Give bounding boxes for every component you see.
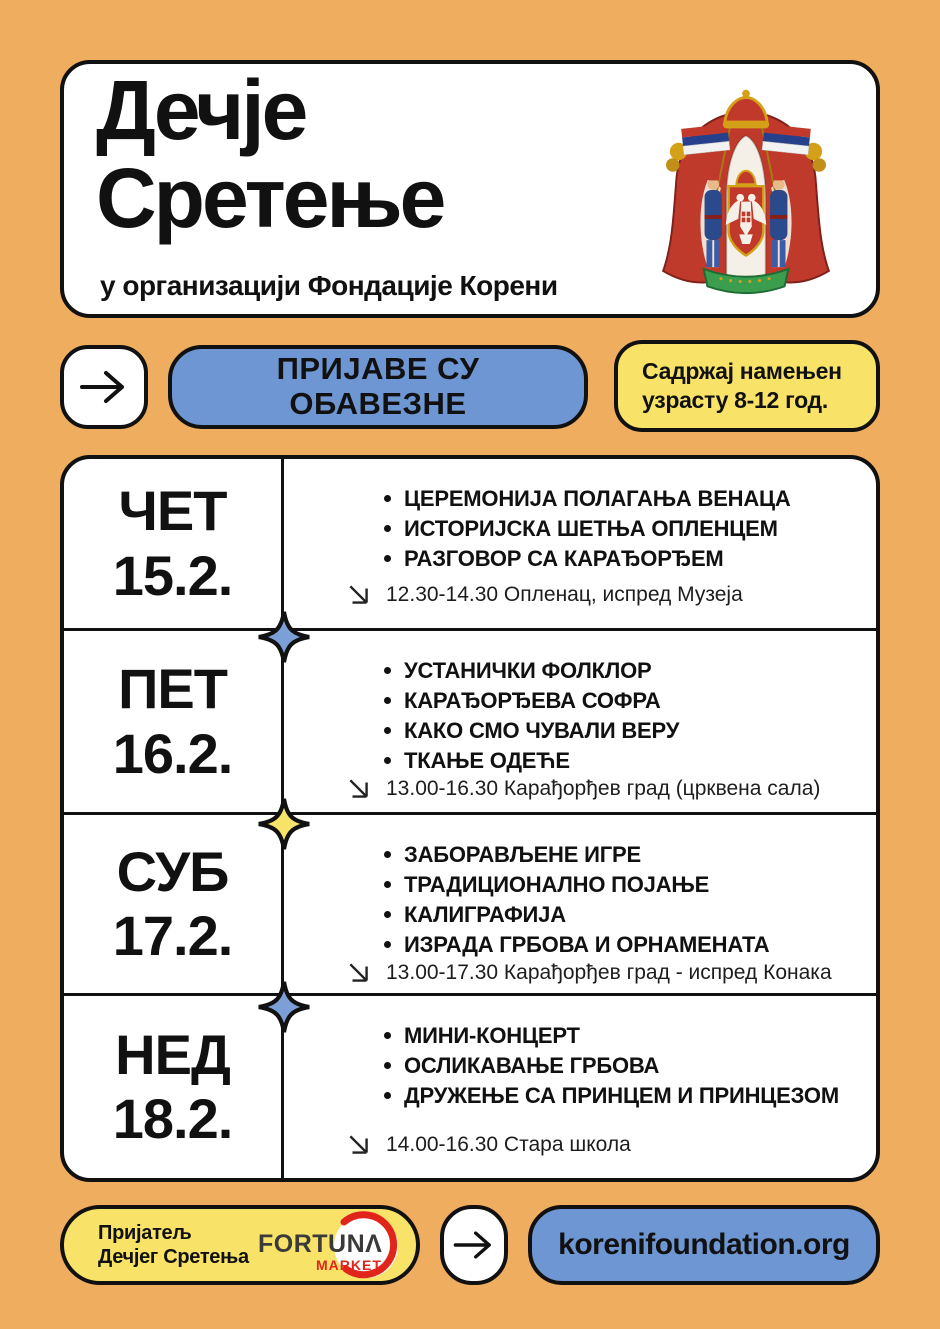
time-location-text: 14.00-16.30 Стара школа bbox=[386, 1133, 631, 1156]
header-card bbox=[60, 60, 880, 318]
schedule-row-saturday bbox=[64, 815, 876, 996]
day-date: 16.2. bbox=[112, 721, 233, 785]
fortuna-market-label: MARKET bbox=[316, 1257, 382, 1273]
website-url: korenifoundation.org bbox=[558, 1228, 850, 1261]
sponsor-line2: Дечјег Сретења bbox=[98, 1246, 249, 1268]
time-location-text: 13.00-17.30 Карађорђев град - испред Конака bbox=[386, 961, 832, 985]
time-location-line bbox=[346, 1132, 858, 1158]
age-line1: Садржај намењен bbox=[642, 358, 842, 385]
activity-item: ДРУЖЕЊЕ СА ПРИНЦЕМ И ПРИНЦЕЗОМ bbox=[380, 1081, 858, 1110]
sponsor-pill bbox=[60, 1205, 420, 1285]
activity-item: ЗАБОРАВЉЕНЕ ИГРЕ bbox=[380, 840, 858, 869]
activity-item: КАЛИГРАФИЈА bbox=[380, 900, 858, 929]
time-arrow-icon bbox=[346, 960, 372, 986]
day-cell-saturday bbox=[64, 815, 284, 993]
activity-list bbox=[380, 839, 858, 960]
age-line2: узрасту 8-12 год. bbox=[642, 387, 828, 413]
day-cell-thursday bbox=[64, 459, 284, 628]
schedule-row-thursday bbox=[64, 459, 876, 631]
activities-cell bbox=[284, 459, 876, 628]
activity-item: КАКО СМО ЧУВАЛИ ВЕРУ bbox=[380, 716, 858, 745]
time-location-line bbox=[346, 776, 858, 802]
activity-item: КАРАЂОРЂЕВА СОФРА bbox=[380, 686, 858, 715]
day-date: 18.2. bbox=[112, 1087, 233, 1150]
page-title bbox=[96, 63, 444, 246]
title-line1: Дечје bbox=[96, 63, 306, 157]
activities-cell bbox=[284, 996, 876, 1178]
star-divider-icon bbox=[256, 979, 312, 1035]
day-name: НЕД bbox=[115, 1022, 230, 1086]
day-cell-friday bbox=[64, 631, 284, 812]
schedule-row-sunday bbox=[64, 996, 876, 1178]
subtitle: у организацији Фондације Корени bbox=[100, 270, 558, 301]
activities-cell bbox=[284, 631, 876, 812]
schedule-row-friday bbox=[64, 631, 876, 815]
time-arrow-icon bbox=[346, 582, 372, 608]
activity-item: ИЗРАДА ГРБОВА И ОРНАМЕНАТА bbox=[380, 930, 858, 959]
sponsor-line1: Пријатељ bbox=[98, 1222, 192, 1244]
activity-item: МИНИ-КОНЦЕРТ bbox=[380, 1021, 858, 1050]
activity-item: УСТАНИЧКИ ФОЛКЛОР bbox=[380, 656, 858, 685]
activity-item: ОСЛИКАВАЊЕ ГРБОВА bbox=[380, 1051, 858, 1080]
website-pill[interactable] bbox=[528, 1205, 880, 1285]
fortuna-market-logo bbox=[254, 1208, 410, 1284]
registration-line1: ПРИЈАВЕ СУ bbox=[276, 351, 480, 387]
day-date: 15.2. bbox=[112, 543, 233, 607]
activity-item: ЦЕРЕМОНИЈА ПОЛАГАЊА ВЕНАЦА bbox=[380, 484, 858, 513]
schedule-rows bbox=[64, 459, 876, 1178]
arrow-right-icon bbox=[78, 367, 130, 407]
time-arrow-icon bbox=[346, 776, 372, 802]
activities-cell bbox=[284, 815, 876, 993]
registration-required-badge[interactable] bbox=[168, 345, 588, 429]
day-name: СУБ bbox=[116, 839, 229, 903]
time-location-text: 12.30-14.30 Опленац, испред Музеја bbox=[386, 583, 743, 606]
activity-item: ИСТОРИЈСКА ШЕТЊА ОПЛЕНЦЕМ bbox=[380, 514, 858, 543]
fortuna-wordmark: FORTUNΛ bbox=[258, 1230, 383, 1258]
activity-item: ТКАЊЕ ОДЕЋЕ bbox=[380, 746, 858, 775]
time-arrow-icon bbox=[346, 1132, 372, 1158]
registration-line2: ОБАВЕЗНЕ bbox=[289, 386, 467, 421]
day-name: ЧЕТ bbox=[118, 479, 227, 543]
activity-item: ТРАДИЦИОНАЛНО ПОЈАЊЕ bbox=[380, 870, 858, 899]
time-location-line bbox=[346, 960, 858, 986]
arrow-button-top[interactable] bbox=[60, 345, 148, 429]
title-line2: Сретење bbox=[96, 151, 444, 246]
coat-of-arms-image bbox=[648, 84, 844, 296]
day-date: 17.2. bbox=[112, 904, 233, 967]
day-cell-sunday bbox=[64, 996, 284, 1178]
activity-list bbox=[380, 483, 858, 574]
time-location-text: 13.00-16.30 Карађорђев град (црквена сала) bbox=[386, 777, 821, 801]
day-name: ПЕТ bbox=[118, 657, 227, 721]
arrow-right-icon bbox=[452, 1226, 496, 1264]
schedule-card bbox=[60, 455, 880, 1182]
star-divider-icon bbox=[256, 796, 312, 852]
activity-item: РАЗГОВОР СА КАРАЂОРЂЕМ bbox=[380, 544, 858, 573]
star-divider-icon bbox=[256, 609, 312, 665]
time-location-line bbox=[346, 582, 858, 608]
sponsor-text bbox=[98, 1221, 249, 1269]
age-notice bbox=[614, 340, 880, 432]
activity-list bbox=[380, 1020, 858, 1111]
activity-list bbox=[380, 655, 858, 776]
arrow-button-bottom[interactable] bbox=[440, 1205, 508, 1285]
